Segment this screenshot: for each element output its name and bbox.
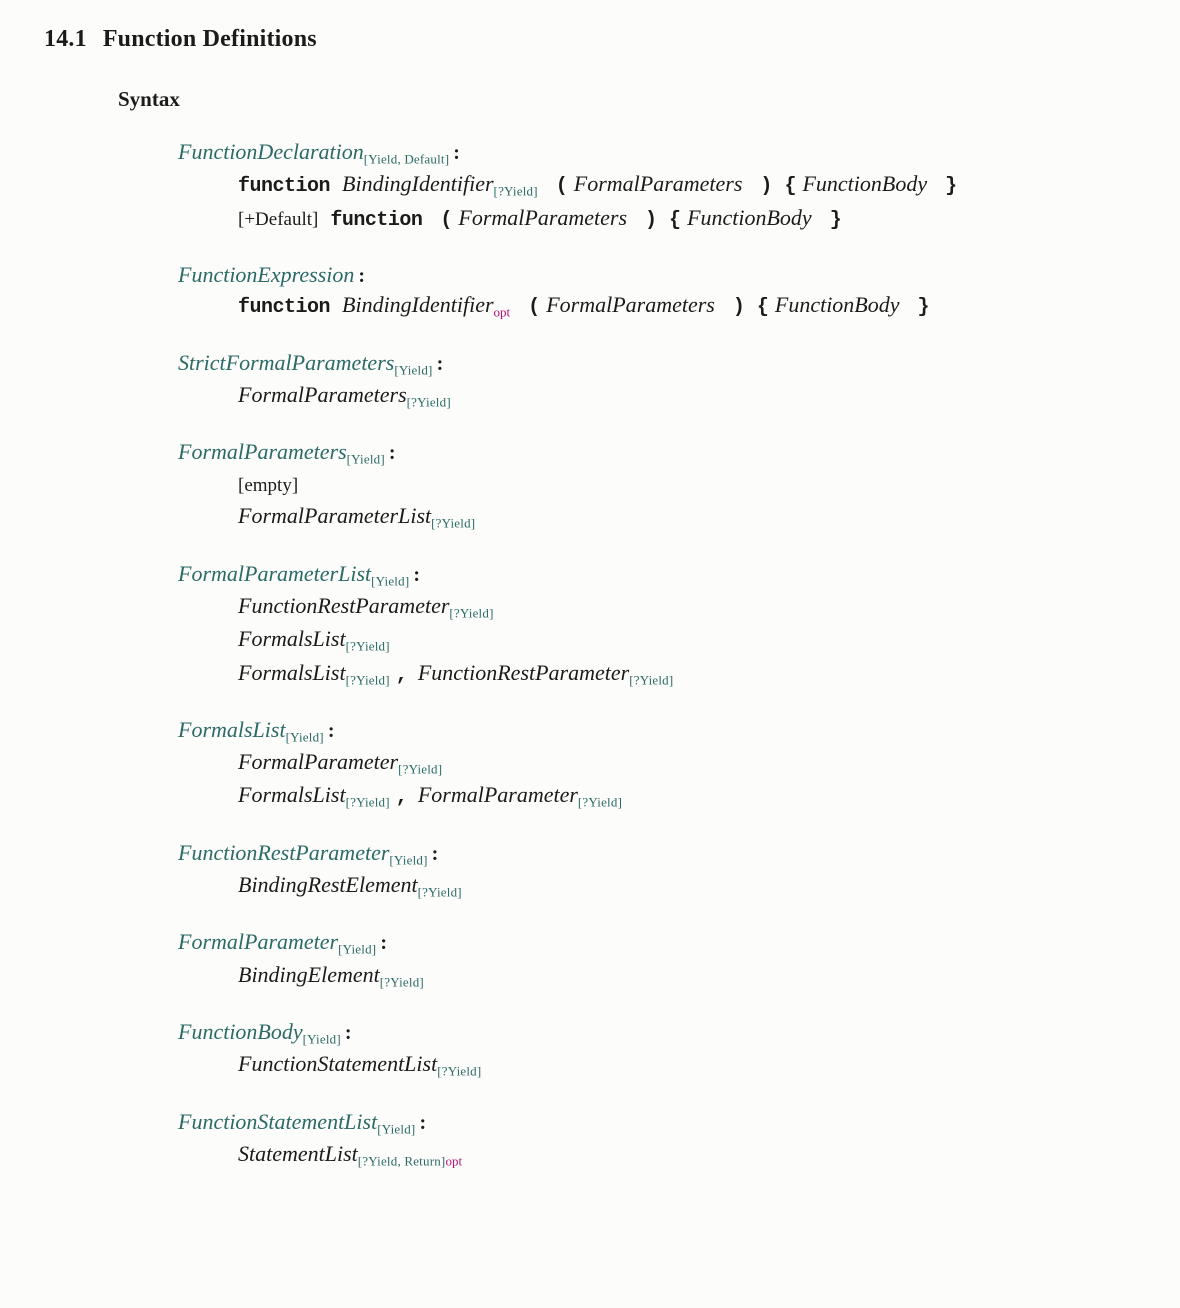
nonterminal: FunctionStatementList$_{[?Yield]}$ — [238, 1051, 482, 1079]
nonterminal: BindingIdentifier$_{[?Yield]}$ — [342, 171, 538, 199]
terminal-punctuation: ) — [732, 296, 745, 320]
parameter-subscript: [?Yield] — [431, 515, 476, 531]
terminal-punctuation: { — [669, 208, 682, 232]
terminal-punctuation: { — [756, 296, 769, 320]
grammar-production — [178, 560, 1140, 690]
parameter-subscript: [?Yield] — [345, 638, 390, 654]
opt-subscript: opt — [493, 304, 511, 320]
nonterminal: BindingIdentifier$_{opt}$ — [342, 292, 511, 320]
terminal-punctuation: { — [784, 175, 797, 199]
syntax-subheading: Syntax — [118, 87, 180, 111]
terminal-keyword: function — [238, 296, 331, 320]
production-colon: : — [388, 442, 396, 465]
terminal-comma: , — [395, 663, 408, 687]
terminal-punctuation: } — [917, 296, 930, 320]
production-alternative — [238, 623, 1140, 656]
production-colon: : — [436, 352, 444, 375]
production-alternative — [238, 1048, 1140, 1081]
parameter-subscript: [?Yield, Return] — [357, 1153, 446, 1169]
production-alternative — [238, 779, 1140, 812]
nonterminal: FormalParameters — [573, 171, 743, 197]
parameter-subscript: [Yield, Default] — [363, 151, 450, 167]
grammar-production — [178, 1018, 1140, 1082]
parameter-subscript: [?Yield] — [577, 795, 623, 811]
production-colon: : — [380, 932, 387, 955]
production-alternative — [238, 500, 1140, 533]
parameter-subscript: [?Yield] — [379, 974, 424, 990]
parameter-subscript: [Yield] — [285, 729, 324, 745]
production-lhs — [178, 560, 1140, 590]
nonterminal: FormalParameters — [546, 292, 715, 318]
parameter-subscript: [?Yield] — [629, 672, 674, 688]
parameter-subscript: [?Yield] — [345, 672, 390, 688]
grammar-production — [178, 839, 1140, 903]
production-colon: : — [413, 563, 421, 586]
grammar-production — [178, 138, 1140, 235]
terminal-punctuation: ( — [528, 296, 541, 320]
parameter-subscript: [?Yield] — [345, 795, 390, 811]
production-alternative — [238, 590, 1140, 623]
parameter-subscript: [Yield] — [377, 1121, 416, 1137]
grammar-production — [178, 716, 1140, 813]
nonterminal: FormalParameters$_{[?Yield]}$ — [238, 381, 451, 410]
production-lhs — [178, 839, 1140, 869]
parameter-subscript: [?Yield] — [493, 183, 538, 199]
nonterminal: FunctionStatementList — [178, 1108, 378, 1134]
production-lhs — [178, 349, 1140, 379]
parameter-subscript: [?Yield] — [449, 605, 494, 621]
nonterminal: FormalParameters — [178, 439, 347, 465]
nonterminal: FunctionExpression — [178, 261, 355, 287]
terminal-punctuation: ) — [645, 208, 658, 232]
opt-subscript: opt — [445, 1153, 463, 1169]
parameter-subscript: [Yield] — [394, 362, 433, 378]
production-alternative — [238, 657, 1140, 690]
production-lhs — [178, 1018, 1140, 1048]
nonterminal: FormalsList$_{[?Yield]}$ — [238, 626, 390, 654]
nonterminal: FunctionBody — [774, 292, 900, 318]
production-alternative — [238, 379, 1140, 412]
parameter-subscript: [?Yield] — [417, 884, 462, 900]
production-colon: : — [344, 1021, 352, 1044]
parameter-subscript: [?Yield] — [437, 1063, 482, 1079]
production-colon: : — [358, 264, 366, 287]
grammar-productions — [178, 138, 1140, 1171]
nonterminal: FormalsList — [178, 716, 286, 742]
nonterminal: FormalParameterList$_{[?Yield]}$ — [238, 503, 476, 531]
page-title — [44, 26, 1140, 53]
nonterminal: FunctionBody — [687, 204, 812, 230]
parameter-subscript: [?Yield] — [398, 761, 443, 777]
nonterminal: FunctionBody — [178, 1018, 303, 1044]
nonterminal: FunctionRestParameter — [178, 839, 390, 865]
production-alternative — [238, 202, 1140, 235]
production-alternative — [238, 746, 1140, 779]
grammar-annotation: [empty] — [238, 475, 299, 497]
nonterminal: StatementList$_{[?Yield, Return]opt}$ — [238, 1140, 463, 1169]
nonterminal: FunctionDeclaration — [178, 139, 364, 164]
section-number: 14.1 — [44, 26, 87, 52]
production-colon: : — [453, 142, 460, 164]
production-lhs — [178, 928, 1140, 958]
terminal-keyword: function — [238, 175, 331, 199]
nonterminal: FormalsList$_{[?Yield]}$ — [238, 659, 390, 688]
production-alternative — [238, 468, 1140, 500]
terminal-punctuation: ( — [555, 175, 568, 199]
production-lhs — [178, 716, 1140, 746]
nonterminal: BindingElement$_{[?Yield]}$ — [238, 961, 424, 990]
nonterminal: FunctionRestParameter$_{[?Yield]}$ — [238, 592, 494, 621]
production-alternative — [238, 289, 1140, 322]
terminal-punctuation: } — [829, 208, 842, 232]
production-lhs — [178, 438, 1140, 468]
production-alternative — [238, 168, 1140, 201]
production-alternative — [238, 959, 1140, 992]
terminal-punctuation: ) — [760, 175, 773, 199]
grammar-production — [178, 261, 1140, 323]
terminal-punctuation: ( — [440, 208, 453, 232]
terminal-comma: , — [395, 786, 408, 810]
nonterminal: FormalParameter — [178, 929, 339, 955]
grammar-annotation: [+Default] — [238, 208, 319, 230]
production-alternative — [238, 869, 1140, 902]
grammar-production — [178, 349, 1140, 413]
production-colon: : — [431, 842, 439, 865]
parameter-subscript: [Yield] — [338, 941, 377, 957]
nonterminal: BindingRestElement$_{[?Yield]}$ — [238, 872, 462, 900]
nonterminal: StrictFormalParameters — [178, 349, 395, 375]
grammar-production — [178, 928, 1140, 992]
terminal-keyword: function — [330, 208, 423, 232]
section-title-text: Function Definitions — [102, 26, 317, 52]
terminal-punctuation: } — [945, 175, 958, 199]
production-lhs — [178, 261, 1140, 290]
parameter-subscript: [Yield] — [302, 1031, 341, 1047]
parameter-subscript: [Yield] — [371, 573, 410, 589]
nonterminal: FormalParameterList — [178, 560, 372, 586]
nonterminal: FormalParameters — [458, 204, 628, 230]
nonterminal: FormalsList$_{[?Yield]}$ — [238, 782, 390, 811]
parameter-subscript: [Yield] — [346, 451, 385, 467]
nonterminal: FunctionBody — [802, 171, 928, 197]
grammar-production — [178, 438, 1140, 533]
grammar-production — [178, 1108, 1140, 1172]
production-alternative — [238, 1138, 1140, 1171]
nonterminal: FunctionRestParameter$_{[?Yield]}$ — [417, 659, 674, 688]
production-colon: : — [419, 1111, 427, 1134]
nonterminal: FormalParameter$_{[?Yield]}$ — [417, 782, 623, 811]
parameter-subscript: [?Yield] — [406, 394, 451, 410]
production-lhs — [178, 138, 1140, 168]
nonterminal: FormalParameter$_{[?Yield]}$ — [238, 749, 443, 777]
production-colon: : — [327, 719, 335, 742]
production-lhs — [178, 1108, 1140, 1138]
parameter-subscript: [Yield] — [389, 852, 428, 868]
